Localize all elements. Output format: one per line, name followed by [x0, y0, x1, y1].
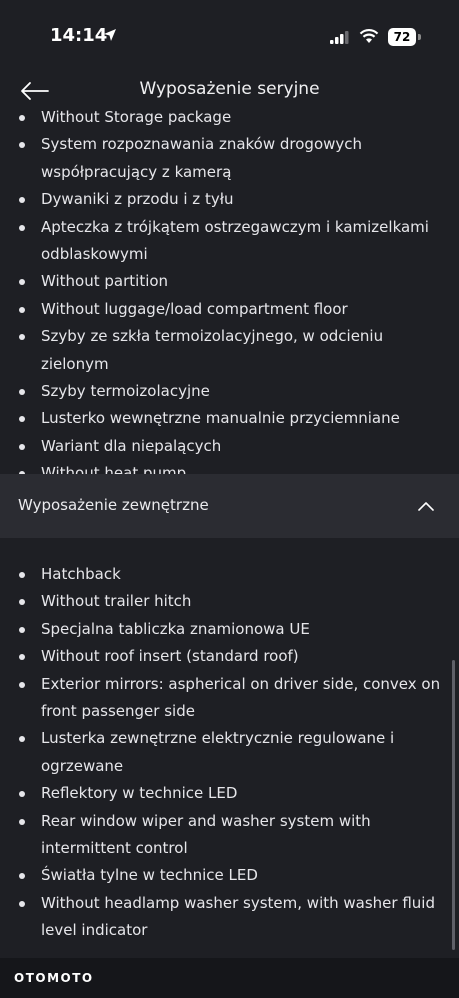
- list-item: Światła tylne w technice LED: [0, 862, 459, 889]
- list-item: System rozpoznawania znaków drogowych współpracujący z kamerą: [0, 131, 459, 186]
- list-item: Hatchback: [0, 561, 459, 588]
- chevron-up-icon[interactable]: [418, 501, 434, 511]
- list-item: Rear window wiper and washer system with intermittent control: [0, 808, 459, 863]
- list-item: Wariant dla niepalących: [0, 433, 459, 460]
- list-item: Without luggage/load compartment floor: [0, 296, 459, 323]
- cellular-signal-icon: [330, 30, 350, 44]
- exterior-equipment-section-header[interactable]: [0, 474, 459, 538]
- status-time: 14:14: [50, 25, 108, 46]
- section-title: Wyposażenie zewnętrzne: [18, 496, 209, 514]
- list-item: Exterior mirrors: aspherical on driver side, convex on front passenger side: [0, 671, 459, 726]
- location-arrow-icon: [103, 28, 117, 42]
- wifi-icon: [359, 28, 379, 44]
- scrollbar[interactable]: [452, 660, 455, 950]
- list-item: Dywaniki z przodu i z tyłu: [0, 186, 459, 213]
- list-item: Without trailer hitch: [0, 588, 459, 615]
- list-item: Szyby termoizolacyjne: [0, 378, 459, 405]
- list-item: Without Storage package: [0, 104, 459, 131]
- list-item: Apteczka z trójkątem ostrzegawczym i kamizelkami odblaskowymi: [0, 214, 459, 269]
- battery-level: 72: [393, 30, 411, 44]
- page-title: Wyposażenie seryjne: [139, 79, 320, 99]
- otomoto-logo: OTOMOTO: [14, 971, 94, 985]
- exterior-equipment-list: [0, 561, 459, 945]
- status-bar: [0, 0, 459, 72]
- list-item: Without roof insert (standard roof): [0, 643, 459, 670]
- list-item: Specjalna tabliczka znamionowa UE: [0, 616, 459, 643]
- list-item: Without partition: [0, 268, 459, 295]
- standard-equipment-list: [0, 104, 459, 488]
- list-item: Szyby ze szkła termoizolacyjnego, w odcieniu zielonym: [0, 323, 459, 378]
- list-item: Lusterko wewnętrzne manualnie przyciemniane: [0, 405, 459, 432]
- battery-icon: [388, 28, 416, 46]
- list-item: Reflektory w technice LED: [0, 780, 459, 807]
- list-item: Without headlamp washer system, with washer fluid level indicator: [0, 890, 459, 945]
- battery-tip: [418, 34, 421, 40]
- footer: [0, 958, 459, 998]
- list-item: Lusterka zewnętrzne elektrycznie regulowane i ogrzewane: [0, 725, 459, 780]
